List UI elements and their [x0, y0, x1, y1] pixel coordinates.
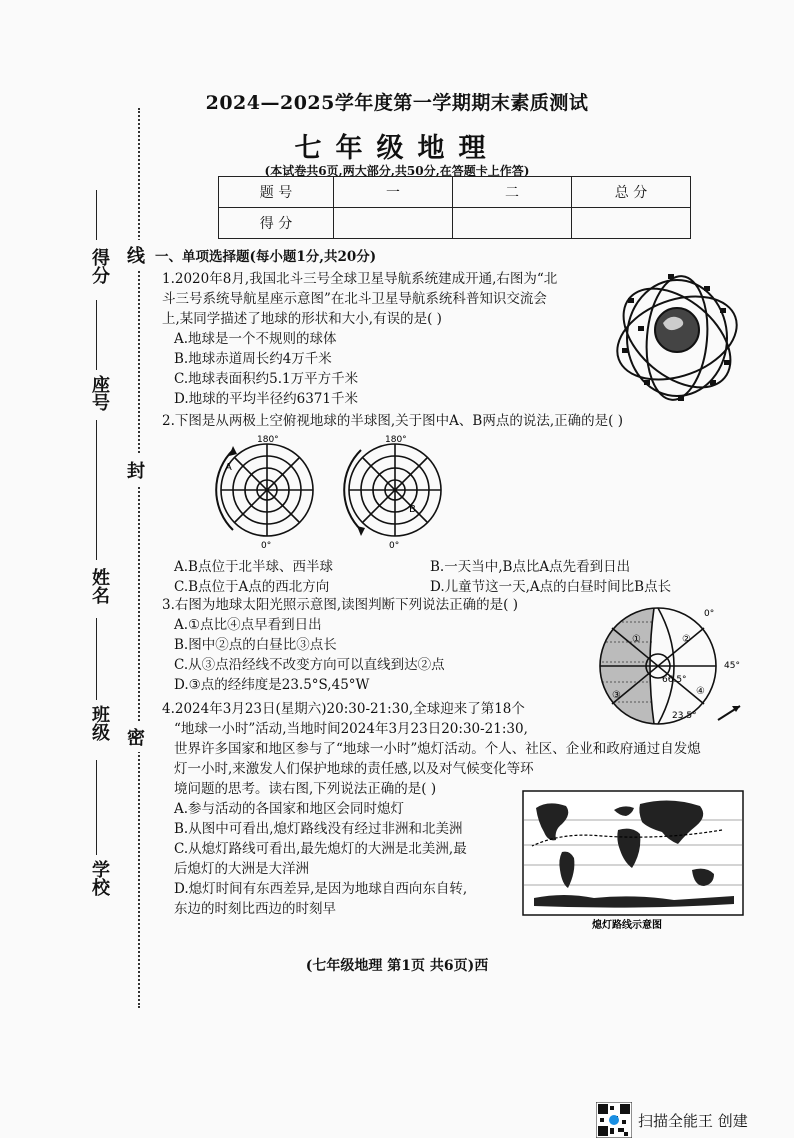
label-45-deg: 45° — [724, 661, 740, 671]
q2-option-b[interactable]: B.一天当中,B点比A点先看到日出 — [430, 559, 631, 575]
q4-option-d-cont: 东边的时刻比西边的时刻早 — [174, 901, 336, 917]
q3-option-a[interactable]: A.①点比④点早看到日出 — [174, 617, 322, 633]
earth-icon — [655, 308, 699, 352]
sidebar-field-score: 得分 — [89, 248, 110, 284]
q2-stem: 2.下图是从两极上空俯视地球的半球图,关于图中A、B两点的说法,正确的是( ) — [162, 413, 623, 429]
exam-header-title: 2024—2025学年度第一学期期末素质测试 — [205, 92, 589, 114]
label-180-right: 180° — [385, 435, 407, 445]
sidebar-field-school: 学校 — [89, 860, 110, 896]
q1-line: 1.2020年8月,我国北斗三号全球卫星导航系统建成开通,右图为“北 — [162, 271, 558, 287]
table-cell: 得 分 — [219, 208, 334, 239]
sidebar-field-class: 班级 — [89, 705, 110, 741]
satellite-constellation-figure — [608, 268, 746, 408]
q1-option-a[interactable]: A.地球是一个不规则的球体 — [174, 331, 337, 347]
table-cell: 总 分 — [572, 177, 691, 208]
label-0-left: 0° — [261, 541, 272, 550]
q1-line: 上,某同学描述了地球的形状和大小,有误的是( ) — [162, 311, 442, 327]
seal-mark-line: 线 — [127, 240, 145, 270]
label-0-deg: 0° — [704, 609, 715, 619]
field-line — [96, 300, 97, 370]
section-title: 一、单项选择题(每小题1分,共20分) — [155, 249, 377, 265]
point-3-label: ③ — [612, 690, 621, 701]
point-2-label: ② — [682, 634, 691, 645]
table-cell: 二 — [453, 177, 572, 208]
table-row — [219, 208, 691, 239]
sidebar-field-seat: 座号 — [89, 375, 110, 411]
seal-mark-seal: 封 — [127, 455, 145, 485]
label-23-5-deg: 23.5° — [672, 711, 697, 721]
label-66-5-deg: 66.5° — [662, 675, 687, 685]
sunlight-illumination-diagram — [592, 602, 752, 732]
table-cell: 题 号 — [219, 177, 334, 208]
q3-option-b[interactable]: B.图中②点的白昼比③点长 — [174, 637, 337, 653]
q1-line: 斗三号系统导航星座示意图”在北斗卫星导航系统科普知识交流会 — [162, 291, 547, 307]
exam-instructions: (本试卷共6页,两大部分,共50分,在答题卡上作答) — [264, 164, 530, 178]
q1-option-b[interactable]: B.地球赤道周长约4万千米 — [174, 351, 332, 367]
q4-option-c[interactable]: C.从熄灯路线可看出,最先熄灯的大洲是北美洲,最 — [174, 841, 467, 857]
q4-line: 世界许多国家和地区参与了“地球一小时”熄灯活动。个人、社区、企业和政府通过自发熄 — [174, 741, 701, 757]
q3-option-d[interactable]: D.③点的经纬度是23.5°S,45°W — [174, 677, 370, 693]
q4-option-b[interactable]: B.从图中可看出,熄灯路线没有经过非洲和北美洲 — [174, 821, 463, 837]
point-4-label: ④ — [696, 686, 705, 697]
q2-option-d[interactable]: D.儿童节这一天,A点的白昼时间比B点长 — [430, 579, 672, 595]
table-cell: 一 — [334, 177, 453, 208]
lights-off-route-map — [522, 790, 744, 930]
table-row — [219, 177, 691, 208]
q4-option-a[interactable]: A.参与活动的各国家和地区会同时熄灯 — [174, 801, 405, 817]
q4-option-d[interactable]: D.熄灯时间有东西差异,是因为地球自西向东自转, — [174, 881, 468, 897]
q1-option-c[interactable]: C.地球表面积约5.1万平方千米 — [174, 371, 359, 387]
q3-option-c[interactable]: C.从③点沿经线不改变方向可以直线到达②点 — [174, 657, 445, 673]
q4-line: 灯一小时,来激发人们保护地球的责任感,以及对气候变化等环 — [174, 761, 534, 777]
map-caption: 熄灯路线示意图 — [592, 920, 662, 930]
field-line — [96, 420, 97, 560]
seal-mark-secret: 密 — [127, 722, 145, 752]
field-line — [96, 760, 97, 855]
score-input-cell[interactable] — [334, 208, 453, 239]
q4-line: 境问题的思考。读右图,下列说法正确的是( ) — [174, 781, 437, 797]
label-180-left: 180° — [257, 435, 279, 445]
label-0-right: 0° — [389, 541, 400, 550]
page-footer: (七年级地理 第1页 共6页)西 — [305, 958, 489, 974]
subject-title: 七年级地理 — [294, 133, 500, 164]
score-table — [218, 176, 691, 239]
scanner-logo-icon — [609, 1115, 619, 1125]
point-a-label: A — [225, 462, 232, 473]
q3-stem: 3.右图为地球太阳光照示意图,读图判断下列说法正确的是( ) — [162, 597, 518, 613]
polar-hemisphere-diagram — [205, 432, 505, 550]
q2-option-c[interactable]: C.B点位于A点的西北方向 — [174, 579, 330, 595]
q4-line: 4.2024年3月23日(星期六)20:30-21:30,全球迎来了第18个 — [162, 701, 525, 717]
point-1-label: ① — [632, 634, 641, 645]
q4-option-c-cont: 后熄灯的大洲是大洋洲 — [174, 861, 309, 877]
q2-option-a[interactable]: A.B点位于北半球、西半球 — [174, 559, 333, 575]
scanner-watermark: 扫描全能王 创建 — [638, 1112, 748, 1130]
qr-code-icon — [596, 1102, 632, 1138]
field-line — [96, 190, 97, 240]
q4-line: “地球一小时”活动,当地时间2024年3月23日20:30-21:30, — [174, 721, 528, 737]
field-line — [96, 618, 97, 700]
score-input-cell[interactable] — [453, 208, 572, 239]
point-b-label: B — [409, 504, 416, 515]
q1-option-d[interactable]: D.地球的平均半径约6371千米 — [174, 391, 358, 407]
sidebar-field-name: 姓名 — [89, 568, 110, 604]
score-input-cell[interactable] — [572, 208, 691, 239]
